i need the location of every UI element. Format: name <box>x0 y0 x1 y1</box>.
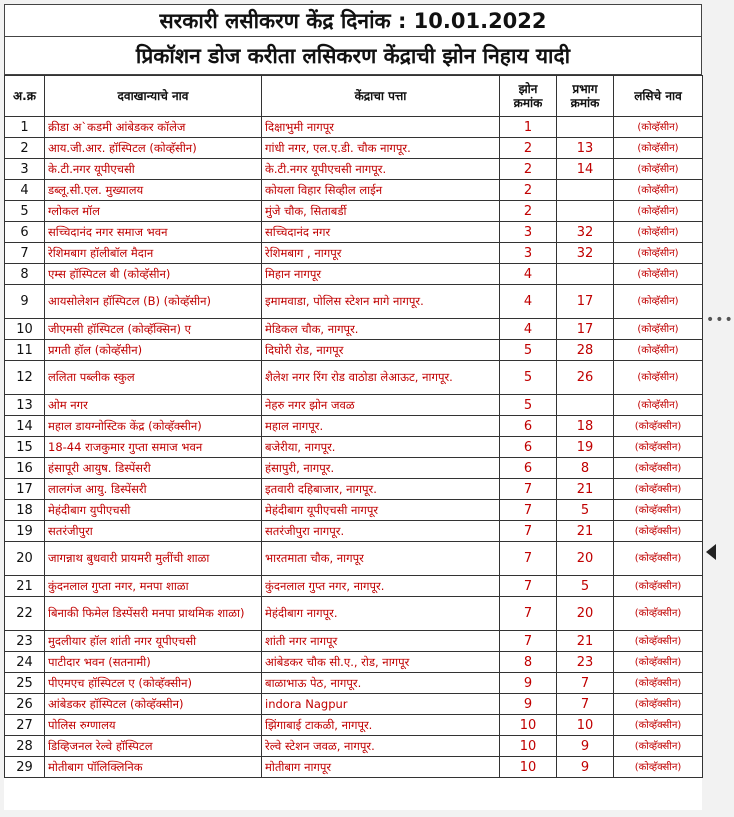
cell-vaccine: (कोव्हॅसीन) <box>614 361 703 395</box>
cell-centre-name: क्रीडा अ`कडमी आंबेडकर कॉलेज <box>45 117 262 138</box>
cell-zone: 4 <box>500 264 557 285</box>
cell-zone: 7 <box>500 500 557 521</box>
cell-zone: 10 <box>500 715 557 736</box>
cell-ward: 13 <box>557 138 614 159</box>
cell-ward: 21 <box>557 521 614 542</box>
cell-address: शैलेश नगर रिंग रोड वाठोडा लेआऊट, नागपूर. <box>262 361 500 395</box>
cell-zone: 1 <box>500 117 557 138</box>
cell-centre-name: पीएमएच हॉस्पिटल ए (कोव्हॅक्सीन) <box>45 673 262 694</box>
cell-centre-name: महाल डायग्नोस्टिक केंद्र (कोव्हॅक्सीन) <box>45 416 262 437</box>
cell-ward: 5 <box>557 576 614 597</box>
cell-vaccine: (कोव्हॅसीन) <box>614 395 703 416</box>
cell-sn: 7 <box>5 243 45 264</box>
cell-zone: 2 <box>500 180 557 201</box>
cell-zone: 6 <box>500 416 557 437</box>
cell-centre-name: पाटीदार भवन (सतनामी) <box>45 652 262 673</box>
column-header-sn: अ.क्र <box>5 76 45 117</box>
cell-address: सतरंजीपुरा नागपूर. <box>262 521 500 542</box>
cell-address: मेहंदीबाग यूपीएचसी नागपूर <box>262 500 500 521</box>
cell-sn: 28 <box>5 736 45 757</box>
cell-centre-name: हंसापूरी आयुष. डिस्पेंसरी <box>45 458 262 479</box>
cell-zone: 5 <box>500 340 557 361</box>
cell-zone: 2 <box>500 138 557 159</box>
cell-centre-name: सतरंजीपुरा <box>45 521 262 542</box>
cell-address: indora Nagpur <box>262 694 500 715</box>
cell-zone: 4 <box>500 285 557 319</box>
cell-ward: 32 <box>557 243 614 264</box>
table-row <box>5 395 703 416</box>
cell-ward: 8 <box>557 458 614 479</box>
table-row <box>5 458 703 479</box>
cell-ward: 20 <box>557 542 614 576</box>
cell-sn: 29 <box>5 757 45 778</box>
cell-sn: 10 <box>5 319 45 340</box>
cell-ward: 32 <box>557 222 614 243</box>
cell-centre-name: के.टी.नगर यूपीएचसी <box>45 159 262 180</box>
table-row <box>5 180 703 201</box>
cell-ward: 19 <box>557 437 614 458</box>
cell-centre-name: मुदलीयार हॉल शांती नगर यूपीएचसी <box>45 631 262 652</box>
cell-ward: 18 <box>557 416 614 437</box>
cell-centre-name: जागन्नाथ बुधवारी प्रायमरी मुलींची शाळा <box>45 542 262 576</box>
cell-vaccine: (कोव्हॅक्सीन) <box>614 736 703 757</box>
cell-zone: 5 <box>500 361 557 395</box>
cell-zone: 5 <box>500 395 557 416</box>
table-row <box>5 673 703 694</box>
table-row <box>5 542 703 576</box>
cell-vaccine: (कोव्हॅक्सीन) <box>614 673 703 694</box>
cell-vaccine: (कोव्हॅक्सीन) <box>614 521 703 542</box>
cell-vaccine: (कोव्हॅसीन) <box>614 180 703 201</box>
cell-zone: 7 <box>500 631 557 652</box>
cell-vaccine: (कोव्हॅक्सीन) <box>614 631 703 652</box>
cell-address: महाल नागपूर. <box>262 416 500 437</box>
cell-vaccine: (कोव्हॅसीन) <box>614 159 703 180</box>
cell-ward: 28 <box>557 340 614 361</box>
cell-vaccine: (कोव्हॅक्सीन) <box>614 757 703 778</box>
cell-centre-name: लालगंज आयु. डिस्पेंसरी <box>45 479 262 500</box>
cell-centre-name: डिव्हिजनल रेल्वे हॉस्पिटल <box>45 736 262 757</box>
cell-ward: 20 <box>557 597 614 631</box>
cell-address: भारतमाता चौक, नागपूर <box>262 542 500 576</box>
cell-sn: 16 <box>5 458 45 479</box>
table-row <box>5 576 703 597</box>
cell-sn: 22 <box>5 597 45 631</box>
cell-vaccine: (कोव्हॅक्सीन) <box>614 652 703 673</box>
cell-sn: 3 <box>5 159 45 180</box>
table-row <box>5 715 703 736</box>
cell-address: बजेरीया, नागपूर. <box>262 437 500 458</box>
table-row <box>5 319 703 340</box>
cell-vaccine: (कोव्हॅक्सीन) <box>614 437 703 458</box>
cell-centre-name: सच्चिदानंद नगर समाज भवन <box>45 222 262 243</box>
cell-zone: 2 <box>500 201 557 222</box>
column-header-name: दवाखान्याचे नाव <box>45 76 262 117</box>
cell-address: इमामवाडा, पोलिस स्टेशन मागे नागपूर. <box>262 285 500 319</box>
table-row <box>5 652 703 673</box>
cell-vaccine: (कोव्हॅक्सीन) <box>614 458 703 479</box>
cell-centre-name: एम्स हॉस्पिटल बी (कोव्हॅसीन) <box>45 264 262 285</box>
cell-address: दिक्षाभुमी नागपूर <box>262 117 500 138</box>
cell-vaccine: (कोव्हॅक्सीन) <box>614 694 703 715</box>
cell-ward: 7 <box>557 673 614 694</box>
column-header-zone: झोन क्रमांक <box>500 76 557 117</box>
document-title: सरकारी लसीकरण केंद्र दिनांक : 10.01.2022 <box>4 4 702 37</box>
table-row <box>5 597 703 631</box>
cell-address: बाळाभाऊ पेठ, नागपूर. <box>262 673 500 694</box>
table-row <box>5 361 703 395</box>
cell-centre-name: ग्लोकल मॉल <box>45 201 262 222</box>
table-row <box>5 521 703 542</box>
cell-sn: 13 <box>5 395 45 416</box>
cell-zone: 8 <box>500 652 557 673</box>
cell-ward: 17 <box>557 319 614 340</box>
cell-sn: 20 <box>5 542 45 576</box>
cell-address: आंबेडकर चौक सी.ए., रोड, नागपूर <box>262 652 500 673</box>
cell-vaccine: (कोव्हॅक्सीन) <box>614 715 703 736</box>
cell-address: दिघोरी रोड, नागपूर <box>262 340 500 361</box>
cell-vaccine: (कोव्हॅक्सीन) <box>614 479 703 500</box>
cell-ward: 9 <box>557 736 614 757</box>
cell-address: झिंगाबाई टाकळी, नागपूर. <box>262 715 500 736</box>
cell-ward <box>557 180 614 201</box>
table-header-row <box>5 76 703 117</box>
cell-zone: 3 <box>500 222 557 243</box>
cell-zone: 6 <box>500 458 557 479</box>
cell-vaccine: (कोव्हॅसीन) <box>614 243 703 264</box>
table-row <box>5 416 703 437</box>
table-row <box>5 201 703 222</box>
cell-address: कोयला विहार सिव्हील लाईन <box>262 180 500 201</box>
cell-centre-name: रेशिमबाग हॉलीबॉल मैदान <box>45 243 262 264</box>
cell-sn: 27 <box>5 715 45 736</box>
cell-sn: 25 <box>5 673 45 694</box>
cell-zone: 10 <box>500 736 557 757</box>
cell-vaccine: (कोव्हॅक्सीन) <box>614 416 703 437</box>
vaccination-centres-table <box>4 75 703 778</box>
cell-centre-name: 18-44 राजकुमार गुप्ता समाज भवन <box>45 437 262 458</box>
cell-vaccine: (कोव्हॅसीन) <box>614 201 703 222</box>
more-options-icon[interactable]: ••• <box>706 312 734 328</box>
spreadsheet-sheet <box>4 4 702 810</box>
table-row <box>5 285 703 319</box>
cell-address: हंसापुरी, नागपूर. <box>262 458 500 479</box>
cell-address: शांती नगर नागपूर <box>262 631 500 652</box>
cell-vaccine: (कोव्हॅसीन) <box>614 138 703 159</box>
cell-sn: 2 <box>5 138 45 159</box>
column-header-ward: प्रभाग क्रमांक <box>557 76 614 117</box>
cell-centre-name: आय.जी.आर. हॉस्पिटल (कोव्हॅसीन) <box>45 138 262 159</box>
cell-sn: 4 <box>5 180 45 201</box>
cell-sn: 26 <box>5 694 45 715</box>
cell-zone: 7 <box>500 576 557 597</box>
cell-centre-name: मोतीबाग पॉलिक्लिनिक <box>45 757 262 778</box>
cell-ward: 9 <box>557 757 614 778</box>
cell-centre-name: आंबेडकर हॉस्पिटल (कोव्हॅक्सीन) <box>45 694 262 715</box>
cell-vaccine: (कोव्हॅसीन) <box>614 222 703 243</box>
cell-address: रेशिमबाग , नागपूर <box>262 243 500 264</box>
cell-zone: 2 <box>500 159 557 180</box>
table-row <box>5 500 703 521</box>
table-row <box>5 117 703 138</box>
cell-zone: 7 <box>500 542 557 576</box>
cell-sn: 19 <box>5 521 45 542</box>
cell-address: मेडिकल चौक, नागपूर. <box>262 319 500 340</box>
cell-sn: 15 <box>5 437 45 458</box>
cell-centre-name: आयसोलेशन हॉस्पिटल (B) (कोव्हॅसीन) <box>45 285 262 319</box>
cell-ward: 21 <box>557 631 614 652</box>
cell-centre-name: ओम नगर <box>45 395 262 416</box>
table-row <box>5 631 703 652</box>
table-row <box>5 243 703 264</box>
table-row <box>5 736 703 757</box>
cell-address: के.टी.नगर यूपीएचसी नागपूर. <box>262 159 500 180</box>
cell-centre-name: बिनाकी फिमेल डिस्पेंसरी मनपा प्राथमिक शाळा) <box>45 597 262 631</box>
table-row <box>5 222 703 243</box>
cell-address: मोतीबाग नागपूर <box>262 757 500 778</box>
document-subtitle: प्रिकॉशन डोज करीता लसिकरण केंद्राची झोन निहाय यादी <box>4 37 702 75</box>
cell-zone: 10 <box>500 757 557 778</box>
cell-ward: 23 <box>557 652 614 673</box>
cell-vaccine: (कोव्हॅक्सीन) <box>614 597 703 631</box>
cell-sn: 6 <box>5 222 45 243</box>
cell-centre-name: जीएमसी हॉस्पिटल (कोव्हॅक्सिन) ए <box>45 319 262 340</box>
cell-address: गांधी नगर, एल.ए.डी. चौक नागपूर. <box>262 138 500 159</box>
cell-ward: 14 <box>557 159 614 180</box>
table-row <box>5 264 703 285</box>
cell-vaccine: (कोव्हॅसीन) <box>614 285 703 319</box>
cell-address: इतवारी दहिबाजार, नागपूर. <box>262 479 500 500</box>
cell-vaccine: (कोव्हॅसीन) <box>614 264 703 285</box>
cell-zone: 9 <box>500 694 557 715</box>
table-row <box>5 694 703 715</box>
cell-sn: 14 <box>5 416 45 437</box>
cell-zone: 3 <box>500 243 557 264</box>
cell-zone: 7 <box>500 521 557 542</box>
cell-sn: 5 <box>5 201 45 222</box>
speaker-icon[interactable] <box>706 544 716 560</box>
cell-centre-name: पोलिस रुग्णालय <box>45 715 262 736</box>
cell-address: कुंदनलाल गुप्त नगर, नागपूर. <box>262 576 500 597</box>
cell-address: मेहंदीबाग नागपूर. <box>262 597 500 631</box>
cell-ward <box>557 117 614 138</box>
cell-ward: 17 <box>557 285 614 319</box>
cell-centre-name: डब्लू.सी.एल. मुख्यालय <box>45 180 262 201</box>
cell-centre-name: कुंदनलाल गुप्ता नगर, मनपा शाळा <box>45 576 262 597</box>
table-row <box>5 340 703 361</box>
table-row <box>5 479 703 500</box>
cell-address: मुंजे चौक, सिताबर्डी <box>262 201 500 222</box>
cell-sn: 8 <box>5 264 45 285</box>
cell-sn: 9 <box>5 285 45 319</box>
cell-vaccine: (कोव्हॅक्सीन) <box>614 576 703 597</box>
table-row <box>5 159 703 180</box>
cell-sn: 18 <box>5 500 45 521</box>
cell-sn: 21 <box>5 576 45 597</box>
cell-centre-name: ललिता पब्लीक स्कुल <box>45 361 262 395</box>
cell-vaccine: (कोव्हॅसीन) <box>614 117 703 138</box>
table-row <box>5 437 703 458</box>
cell-vaccine: (कोव्हॅसीन) <box>614 319 703 340</box>
cell-zone: 6 <box>500 437 557 458</box>
cell-ward <box>557 395 614 416</box>
cell-zone: 4 <box>500 319 557 340</box>
cell-ward: 5 <box>557 500 614 521</box>
cell-vaccine: (कोव्हॅसीन) <box>614 340 703 361</box>
cell-sn: 12 <box>5 361 45 395</box>
cell-sn: 24 <box>5 652 45 673</box>
cell-vaccine: (कोव्हॅक्सीन) <box>614 500 703 521</box>
cell-zone: 9 <box>500 673 557 694</box>
cell-address: सच्चिदानंद नगर <box>262 222 500 243</box>
cell-address: मिहान नागपूर <box>262 264 500 285</box>
cell-vaccine: (कोव्हॅक्सीन) <box>614 542 703 576</box>
cell-zone: 7 <box>500 597 557 631</box>
cell-ward <box>557 264 614 285</box>
cell-zone: 7 <box>500 479 557 500</box>
cell-centre-name: प्रगती हॉल (कोव्हॅसीन) <box>45 340 262 361</box>
cell-sn: 11 <box>5 340 45 361</box>
column-header-vaccine: लसिचे नाव <box>614 76 703 117</box>
table-row <box>5 138 703 159</box>
cell-sn: 23 <box>5 631 45 652</box>
cell-ward: 7 <box>557 694 614 715</box>
cell-sn: 1 <box>5 117 45 138</box>
column-header-address: केंद्राचा पत्ता <box>262 76 500 117</box>
table-row <box>5 757 703 778</box>
cell-sn: 17 <box>5 479 45 500</box>
cell-address: रेल्वे स्टेशन जवळ, नागपूर. <box>262 736 500 757</box>
cell-address: नेहरु नगर झोन जवळ <box>262 395 500 416</box>
cell-centre-name: मेहंदीबाग युपीएचसी <box>45 500 262 521</box>
cell-ward: 21 <box>557 479 614 500</box>
cell-ward <box>557 201 614 222</box>
cell-ward: 10 <box>557 715 614 736</box>
cell-ward: 26 <box>557 361 614 395</box>
